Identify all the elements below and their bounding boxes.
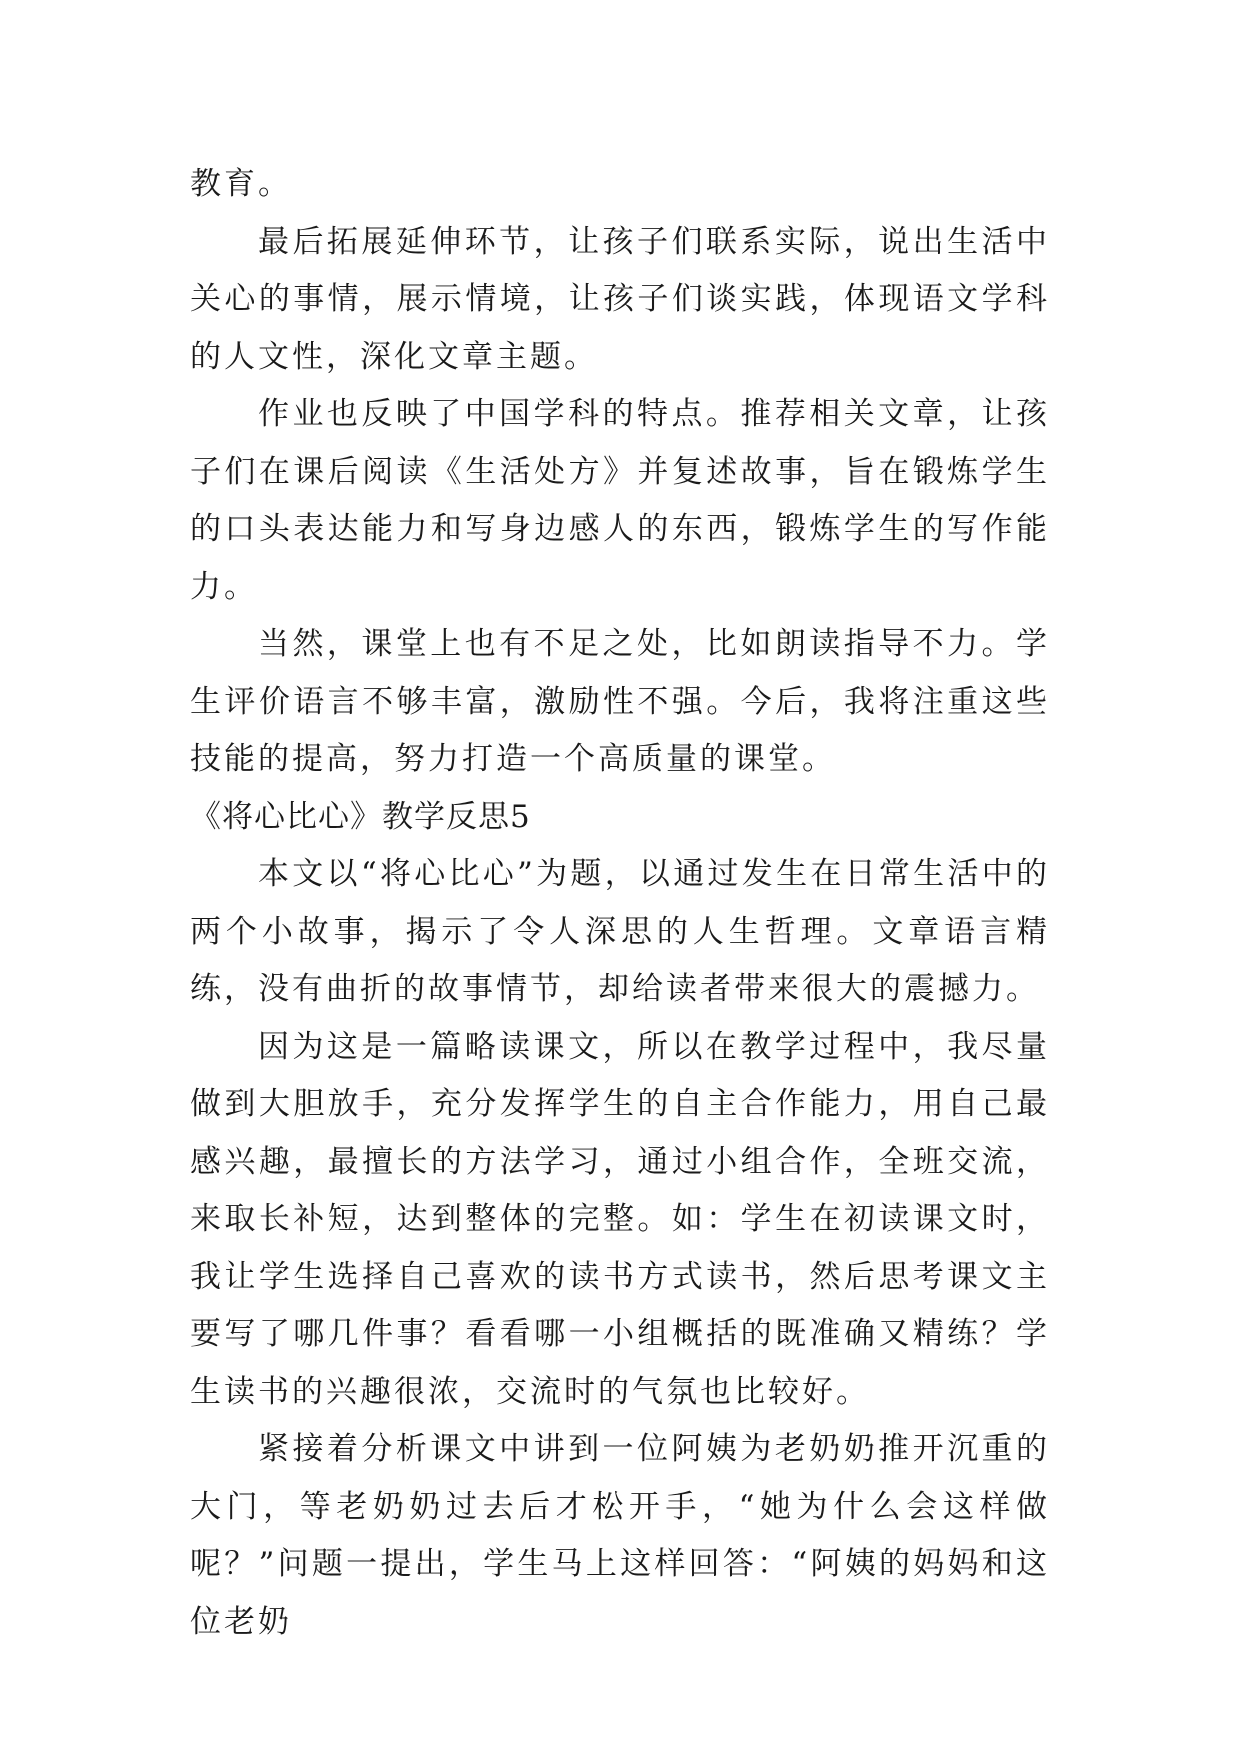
paragraph-continuation: 教育。 [190, 166, 292, 202]
paragraph-teaching-process: 因为这是一篇略读课文，所以在教学过程中，我尽量做到大胆放手，充分发挥学生的自主合作能力，用自己最感兴趣，最擅长的方法学习，通过小组合作，全班交流，来取长补短，达到整体的完整。如：学生在初读课文时，我让学生选择自己喜欢的读书方式读书，然后思考课文主要写了哪几件事？看看哪一小组概括的既准确又精练？学生读书的兴趣很浓，交流时的气氛也比较好。 [190, 1028, 1050, 1410]
paragraph-shortcomings: 当然，课堂上也有不足之处，比如朗读指导不力。学生评价语言不够丰富，激励性不强。今后，我将注重这些技能的提高，努力打造一个高质量的课堂。 [190, 626, 1050, 777]
paragraph-analysis: 紧接着分析课文中讲到一位阿姨为老奶奶推开沉重的大门，等老奶奶过去后才松开手，“她为什么会这样做呢？”问题一提出，学生马上这样回答：“阿姨的妈妈和这位老奶 [190, 1431, 1050, 1640]
section-heading: 《将心比心》教学反思5 [190, 798, 531, 835]
document-body [190, 156, 1050, 1651]
paragraph-extension: 最后拓展延伸环节，让孩子们联系实际，说出生活中关心的事情，展示情境，让孩子们谈实践，体现语文学科的人文性，深化文章主题。 [190, 223, 1050, 375]
paragraph-intro: 本文以“将心比心”为题，以通过发生在日常生活中的两个小故事，揭示了令人深思的人生哲理。文章语言精练，没有曲折的故事情节，却给读者带来很大的震撼力。 [190, 856, 1050, 1007]
paragraph-homework: 作业也反映了中国学科的特点。推荐相关文章，让孩子们在课后阅读《生活处方》并复述故事，旨在锻炼学生的口头表达能力和写身边感人的东西，锻炼学生的写作能力。 [190, 396, 1050, 605]
